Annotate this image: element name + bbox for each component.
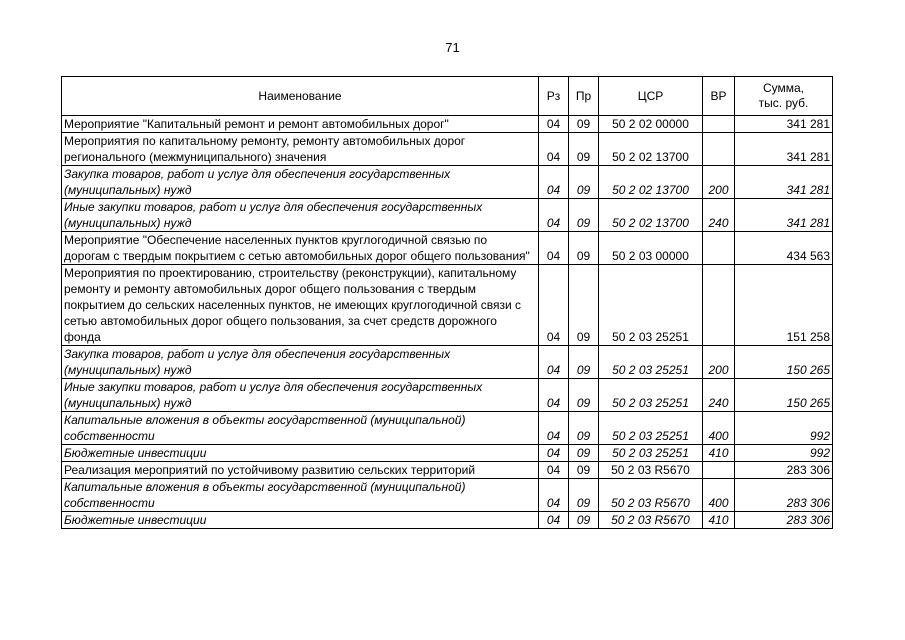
cell-pr: 09 — [569, 412, 599, 445]
cell-csr: 50 2 03 25251 — [599, 265, 703, 346]
cell-name: Бюджетные инвестиции — [62, 445, 539, 462]
table-row — [62, 199, 833, 232]
table-row — [62, 116, 833, 133]
cell-name: Мероприятие "Обеспечение населенных пунктов круглогодичной связью по дорогам с твердым покрытием с сетью автомобильных дорог общего пользования" — [62, 232, 539, 265]
cell-vr: 410 — [703, 512, 735, 529]
table-row — [62, 479, 833, 512]
cell-sum: 434 563 — [735, 232, 833, 265]
cell-sum: 150 265 — [735, 346, 833, 379]
cell-name: Реализация мероприятий по устойчивому развитию сельских территорий — [62, 462, 539, 479]
cell-name: Капитальные вложения в объекты государственной (муниципальной) собственности — [62, 412, 539, 445]
table-row — [62, 512, 833, 529]
cell-vr — [703, 265, 735, 346]
cell-csr: 50 2 03 25251 — [599, 445, 703, 462]
header-sum — [735, 77, 833, 116]
cell-vr: 240 — [703, 199, 735, 232]
cell-pr: 09 — [569, 166, 599, 199]
cell-csr: 50 2 03 25251 — [599, 379, 703, 412]
cell-rz: 04 — [539, 232, 569, 265]
cell-sum: 341 281 — [735, 133, 833, 166]
cell-vr: 200 — [703, 346, 735, 379]
cell-pr: 09 — [569, 265, 599, 346]
cell-vr: 410 — [703, 445, 735, 462]
cell-rz: 04 — [539, 445, 569, 462]
cell-vr — [703, 133, 735, 166]
table-row — [62, 445, 833, 462]
cell-rz: 04 — [539, 462, 569, 479]
cell-rz: 04 — [539, 512, 569, 529]
cell-csr: 50 2 03 25251 — [599, 412, 703, 445]
cell-sum: 992 — [735, 412, 833, 445]
cell-sum: 341 281 — [735, 166, 833, 199]
table-row — [62, 412, 833, 445]
cell-csr: 50 2 02 13700 — [599, 166, 703, 199]
table-row — [62, 133, 833, 166]
cell-name: Иные закупки товаров, работ и услуг для обеспечения государственных (муниципальных) нужд — [62, 199, 539, 232]
header-vr: ВР — [703, 77, 735, 116]
header-sum-line2: тыс. руб. — [758, 96, 809, 110]
cell-csr: 50 2 02 13700 — [599, 133, 703, 166]
table-row — [62, 462, 833, 479]
cell-name: Мероприятия по проектированию, строительству (реконструкции), капитальному ремонту и ремонту автомобильных дорог общего пользования с твердым покрытием до сельских населенных пунктов, не имеющих круглогодичной связи с сетью автомобильных дорог общего пользования, за счет средств дорожного фонда — [62, 265, 539, 346]
cell-name: Капитальные вложения в объекты государственной (муниципальной) собственности — [62, 479, 539, 512]
cell-pr: 09 — [569, 199, 599, 232]
cell-rz: 04 — [539, 346, 569, 379]
cell-rz: 04 — [539, 116, 569, 133]
cell-pr: 09 — [569, 479, 599, 512]
cell-name: Бюджетные инвестиции — [62, 512, 539, 529]
header-csr: ЦСР — [599, 77, 703, 116]
cell-csr: 50 2 03 R5670 — [599, 479, 703, 512]
cell-sum: 283 306 — [735, 462, 833, 479]
cell-csr: 50 2 03 25251 — [599, 346, 703, 379]
cell-pr: 09 — [569, 133, 599, 166]
cell-sum: 150 265 — [735, 379, 833, 412]
cell-csr: 50 2 03 R5670 — [599, 462, 703, 479]
cell-rz: 04 — [539, 479, 569, 512]
cell-pr: 09 — [569, 346, 599, 379]
cell-rz: 04 — [539, 265, 569, 346]
table-row — [62, 346, 833, 379]
cell-vr: 200 — [703, 166, 735, 199]
cell-pr: 09 — [569, 116, 599, 133]
cell-sum: 151 258 — [735, 265, 833, 346]
cell-sum: 283 306 — [735, 479, 833, 512]
header-name: Наименование — [62, 77, 539, 116]
cell-vr — [703, 116, 735, 133]
cell-vr — [703, 232, 735, 265]
table-row — [62, 166, 833, 199]
cell-sum: 341 281 — [735, 116, 833, 133]
cell-name: Мероприятие "Капитальный ремонт и ремонт автомобильных дорог" — [62, 116, 539, 133]
cell-name: Мероприятия по капитальному ремонту, ремонту автомобильных дорог регионального (межмуниципального) значения — [62, 133, 539, 166]
cell-rz: 04 — [539, 412, 569, 445]
cell-pr: 09 — [569, 512, 599, 529]
cell-name: Закупка товаров, работ и услуг для обеспечения государственных (муниципальных) нужд — [62, 166, 539, 199]
cell-rz: 04 — [539, 166, 569, 199]
table-row — [62, 379, 833, 412]
cell-csr: 50 2 03 R5670 — [599, 512, 703, 529]
cell-pr: 09 — [569, 462, 599, 479]
cell-name: Закупка товаров, работ и услуг для обеспечения государственных (муниципальных) нужд — [62, 346, 539, 379]
cell-vr: 240 — [703, 379, 735, 412]
table-row — [62, 232, 833, 265]
cell-vr: 400 — [703, 479, 735, 512]
budget-table — [61, 76, 833, 529]
cell-pr: 09 — [569, 445, 599, 462]
cell-csr: 50 2 03 00000 — [599, 232, 703, 265]
cell-sum: 992 — [735, 445, 833, 462]
table-row — [62, 265, 833, 346]
cell-pr: 09 — [569, 232, 599, 265]
header-sum-line1: Сумма, — [762, 81, 805, 95]
cell-rz: 04 — [539, 199, 569, 232]
cell-name: Иные закупки товаров, работ и услуг для обеспечения государственных (муниципальных) нужд — [62, 379, 539, 412]
cell-sum: 341 281 — [735, 199, 833, 232]
cell-csr: 50 2 02 00000 — [599, 116, 703, 133]
cell-sum: 283 306 — [735, 512, 833, 529]
cell-pr: 09 — [569, 379, 599, 412]
table-header-row — [62, 77, 833, 116]
cell-vr: 400 — [703, 412, 735, 445]
cell-rz: 04 — [539, 133, 569, 166]
cell-vr — [703, 462, 735, 479]
cell-csr: 50 2 02 13700 — [599, 199, 703, 232]
page-number: 71 — [445, 40, 460, 55]
header-rz: Рз — [539, 77, 569, 116]
header-pr: Пр — [569, 77, 599, 116]
cell-rz: 04 — [539, 379, 569, 412]
table-body — [62, 116, 833, 529]
